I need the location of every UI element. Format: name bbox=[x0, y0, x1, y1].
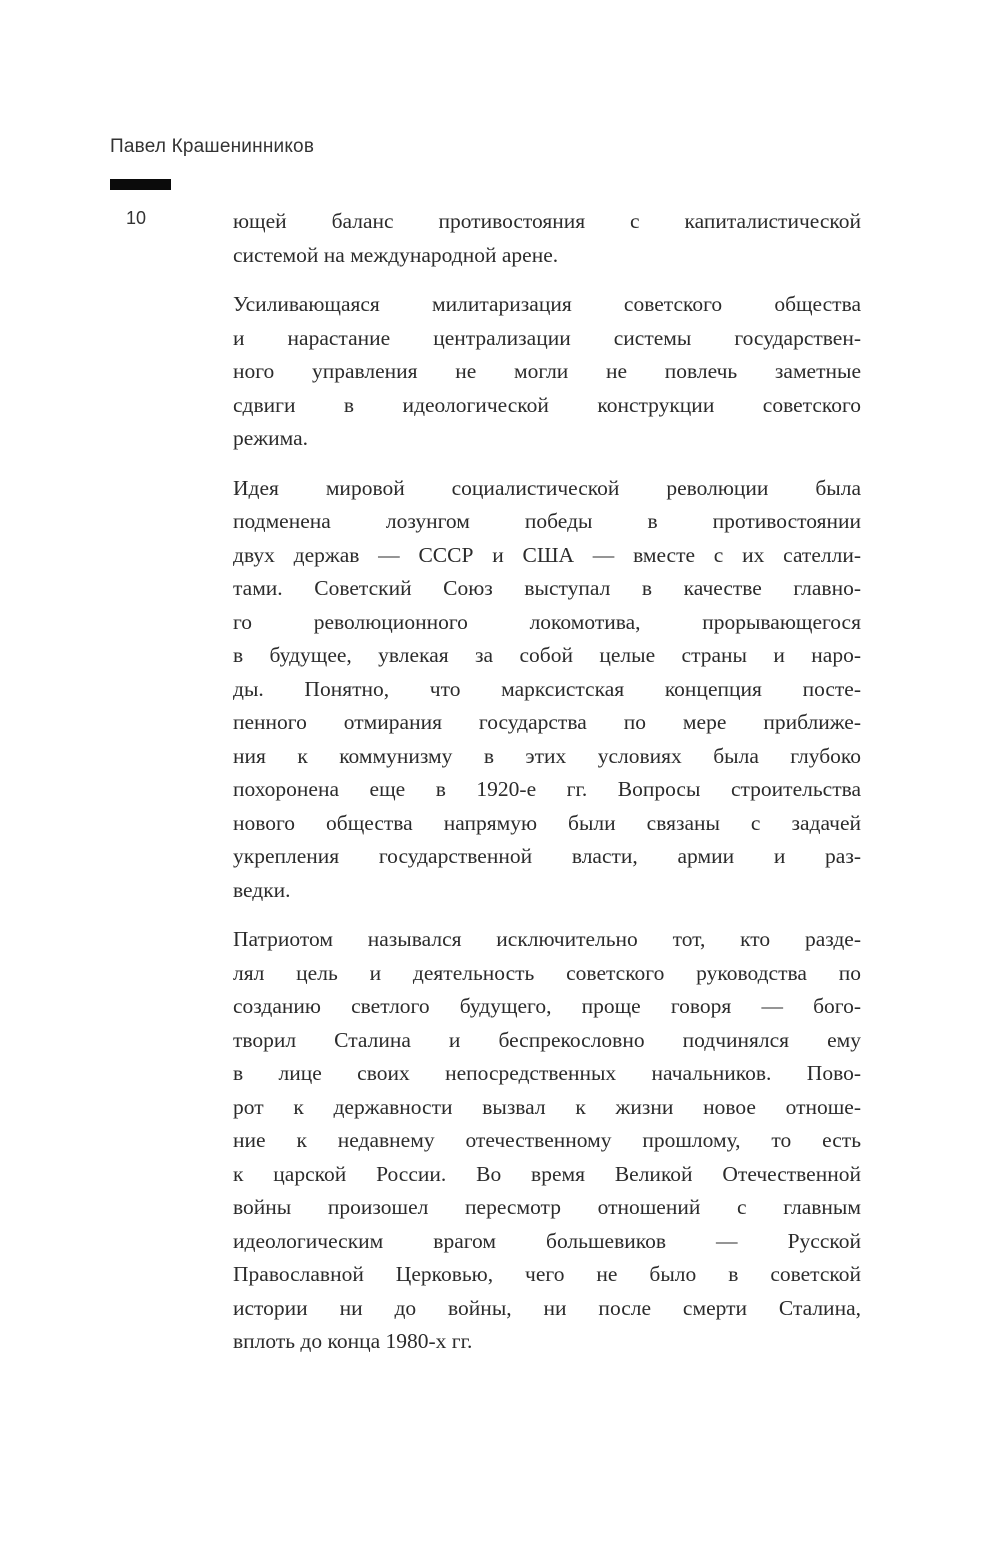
text-line: пенного отмирания государства по мере приближе- bbox=[233, 710, 861, 734]
text-line: Православной Церковью, чего не было в советской bbox=[233, 1262, 861, 1286]
header-rule-bar bbox=[110, 179, 171, 190]
text-line: подменена лозунгом победы в противостоянии bbox=[233, 509, 861, 533]
text-line: Патриотом назывался исключительно тот, кто разде- bbox=[233, 927, 861, 951]
text-line: ние к недавнему отечественному прошлому, то есть bbox=[233, 1128, 861, 1152]
text-line: Идея мировой социалистической революции была bbox=[233, 475, 861, 500]
text-line: к царской России. Во время Великой Отечественной bbox=[233, 1161, 861, 1186]
text-line: ведки. bbox=[233, 877, 291, 902]
text-block bbox=[233, 205, 861, 1359]
text-line: нового общества напрямую были связаны с задачей bbox=[233, 810, 861, 835]
text-line: го революционного локомотива, прорывающегося bbox=[233, 609, 861, 634]
text-line: войны произошел пересмотр отношений с главным bbox=[233, 1195, 861, 1219]
text-line: системой на международной арене. bbox=[233, 242, 559, 267]
text-line: сдвиги в идеологической конструкции советского bbox=[233, 392, 861, 417]
text-line: режима. bbox=[233, 426, 309, 450]
text-line: и нарастание централизации системы государствен- bbox=[233, 325, 861, 350]
text-line: Усиливающаяся милитаризация советского общества bbox=[233, 292, 861, 316]
paragraph bbox=[233, 923, 861, 1359]
running-head-author: Павел Крашенинников bbox=[110, 136, 315, 157]
text-line: похоронена еще в 1920-е гг. Вопросы строительства bbox=[233, 777, 861, 801]
text-line: ного управления не могли не повлечь заметные bbox=[233, 359, 861, 383]
text-line: творил Сталина и беспрекословно подчинялся ему bbox=[233, 1027, 861, 1052]
text-line: ния к коммунизму в этих условиях была глубоко bbox=[233, 743, 861, 768]
text-line: рот к державности вызвал к жизни новое отноше- bbox=[233, 1094, 861, 1119]
page-number: 10 bbox=[126, 208, 147, 228]
paragraph bbox=[233, 288, 861, 456]
text-line: укрепления государственной власти, армии и раз- bbox=[233, 844, 861, 868]
paragraph bbox=[233, 472, 861, 908]
text-line: вплоть до конца 1980-х гг. bbox=[233, 1329, 473, 1353]
text-line: тами. Советский Союз выступал в качестве главно- bbox=[233, 576, 861, 600]
text-line: ды. Понятно, что марксистская концепция посте- bbox=[233, 676, 861, 701]
paragraph bbox=[233, 205, 861, 272]
text-line: истории ни до войны, ни после смерти Сталина, bbox=[233, 1295, 861, 1320]
text-line: ющей баланс противостояния с капиталистической bbox=[233, 209, 861, 233]
text-line: двух держав — СССР и США — вместе с их сателли- bbox=[233, 542, 861, 567]
text-line: идеологическим врагом большевиков — Русской bbox=[233, 1228, 861, 1253]
text-line: в лице своих непосредственных начальников. Пово- bbox=[233, 1061, 861, 1085]
text-line: в будущее, увлекая за собой целые страны и наро- bbox=[233, 643, 861, 667]
text-line: созданию светлого будущего, проще говоря — бого- bbox=[233, 994, 861, 1018]
text-line: лял цель и деятельность советского руководства по bbox=[233, 960, 861, 985]
